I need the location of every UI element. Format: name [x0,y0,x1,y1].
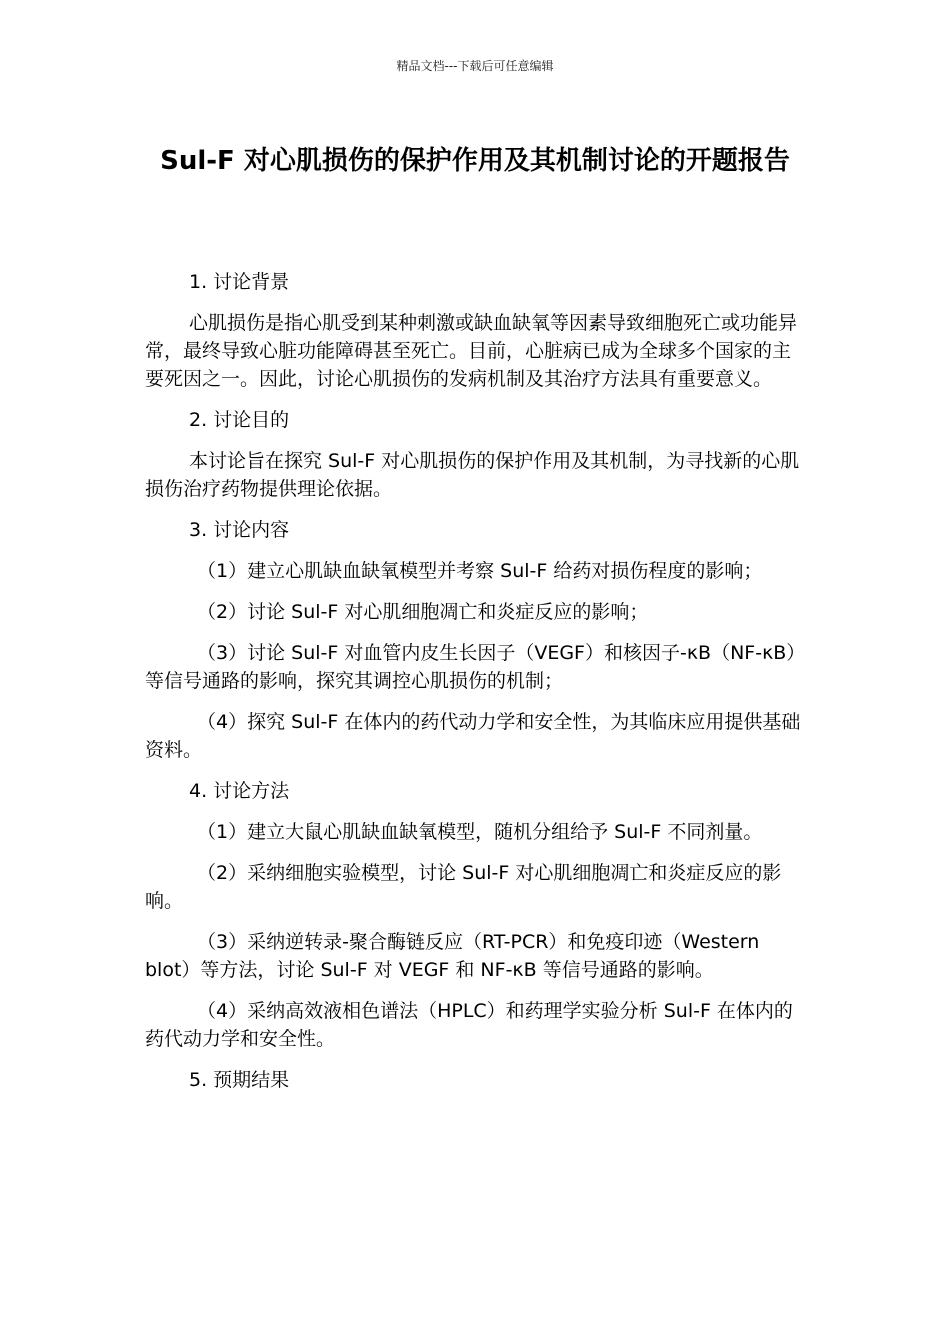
content-item: （4）探究 Sul-F 在体内的药代动力学和安全性，为其临床应用提供基础资料。 [145,711,801,761]
section-heading-methods: 4. 讨论方法 [189,780,290,802]
method-item: （1）建立大鼠心肌缺血缺氧模型，随机分组给予 Sul-F 不同剂量。 [197,821,763,843]
section-heading-background: 1. 讨论背景 [189,271,290,293]
purpose-paragraph: 本讨论旨在探究 Sul-F 对心肌损伤的保护作用及其机制，为寻找新的心肌损伤治疗药物提供理论依据。 [145,450,800,500]
section-heading-content: 3. 讨论内容 [189,519,290,541]
document-body [145,268,805,1107]
section-heading-results: 5. 预期结果 [189,1069,290,1091]
header-note: 精品文档---下载后可任意编辑 [396,59,554,73]
method-item: （2）采纳细胞实验模型，讨论 Sul-F 对心肌细胞凋亡和炎症反应的影响。 [145,862,782,912]
section-heading-purpose: 2. 讨论目的 [189,409,290,431]
method-item: （4）采纳高效液相色谱法（HPLC）和药理学实验分析 Sul-F 在体内的药代动力学和安全性。 [145,1000,793,1050]
content-item: （1）建立心肌缺血缺氧模型并考察 Sul-F 给药对损伤程度的影响； [197,560,763,582]
content-item: （3）讨论 Sul-F 对血管内皮生长因子（VEGF）和核因子-κB（NF-κB）等信号通路的影响，探究其调控心肌损伤的机制； [145,642,796,692]
content-item: （2）讨论 Sul-F 对心肌细胞凋亡和炎症反应的影响； [197,601,649,623]
document-title: Sul-F 对心肌损伤的保护作用及其机制讨论的开题报告 [160,146,790,176]
background-paragraph: 心肌损伤是指心肌受到某种刺激或缺血缺氧等因素导致细胞死亡或功能异常，最终导致心脏功能障碍甚至死亡。目前，心脏病已成为全球多个国家的主要死因之一。因此，讨论心肌损伤的发病机制及其治疗方法具有重要意义。 [145,312,798,390]
method-item: （3）采纳逆转录-聚合酶链反应（RT-PCR）和免疫印迹（Western blot）等方法，讨论 Sul-F 对 VEGF 和 NF-κB 等信号通路的影响。 [145,931,760,981]
